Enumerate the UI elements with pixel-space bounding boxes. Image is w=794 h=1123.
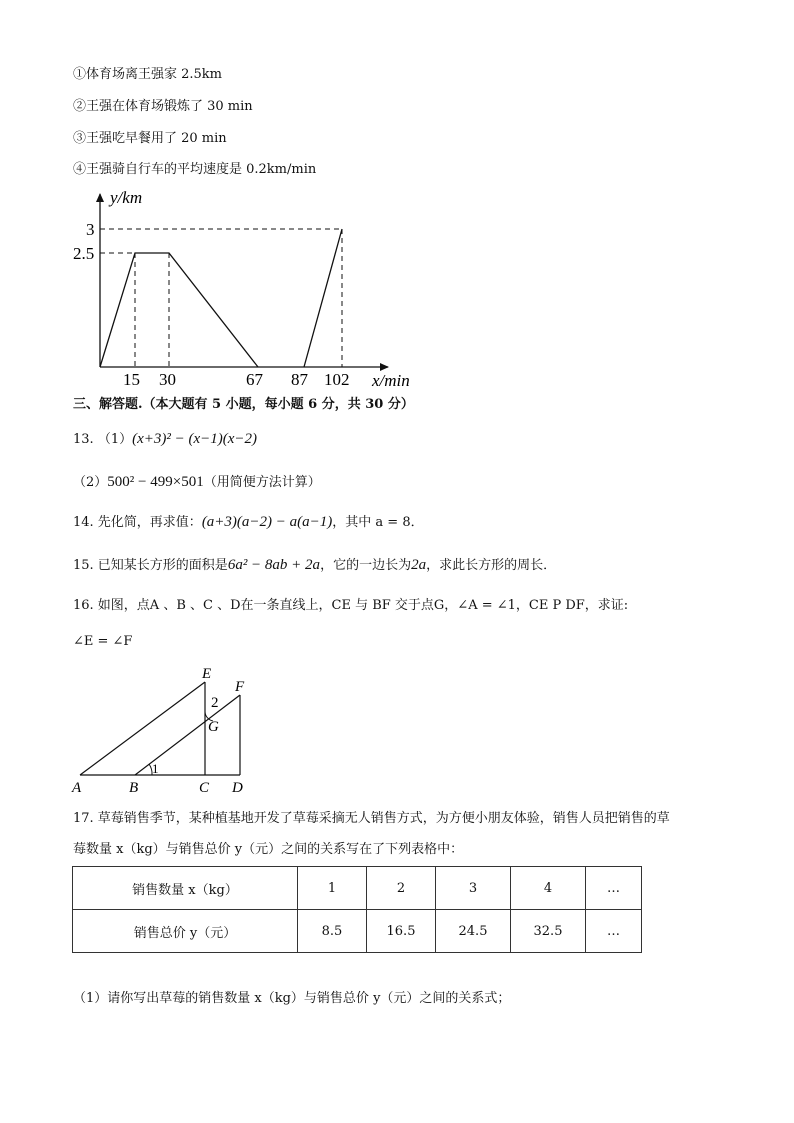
distance-time-graph bbox=[60, 182, 430, 394]
x-tick-30: 30 bbox=[159, 370, 176, 389]
graph-line-return bbox=[304, 229, 342, 367]
row1-header: 销售数量 x（kg） bbox=[73, 867, 298, 910]
statement-3: ③王强吃早餐用了 20 min bbox=[73, 131, 227, 146]
sales-table bbox=[72, 866, 642, 953]
table-cell: 24.5 bbox=[436, 910, 511, 953]
y-axis-label: y/km bbox=[110, 188, 143, 207]
x-tick-87: 87 bbox=[291, 370, 308, 389]
label-c: C bbox=[199, 780, 210, 796]
q13-part1-label: （1） bbox=[97, 432, 133, 447]
label-angle-1: 1 bbox=[152, 761, 159, 776]
q14-prefix: 14. 先化简，再求值： bbox=[73, 515, 202, 530]
label-e: E bbox=[202, 666, 212, 682]
q13-part2 bbox=[73, 473, 321, 492]
q17-line1: 17. 草莓销售季节，某种植基地开发了草莓采摘无人销售方式，为方便小朋友体验，销售人员把销售的草 bbox=[73, 811, 670, 826]
table-cell: 3 bbox=[436, 867, 511, 910]
statement-1: ①体育场离王强家 2.5km bbox=[73, 67, 223, 82]
label-g: G bbox=[208, 719, 219, 735]
section-title: 三、解答题.（本大题有 5 小题，每小题 6 分，共 30 分） bbox=[73, 397, 414, 412]
q17-line2: 莓数量 x（kg）与销售总价 y（元）之间的关系写在了下列表格中： bbox=[73, 842, 464, 857]
label-f: F bbox=[235, 679, 245, 695]
q16-line2: ∠E = ∠F bbox=[73, 634, 133, 649]
q13-part1-expr: (x+3)² − (x−1)(x−2) bbox=[132, 431, 258, 447]
label-angle-2: 2 bbox=[211, 695, 219, 711]
q15 bbox=[73, 556, 556, 575]
label-b: B bbox=[129, 780, 139, 796]
label-d: D bbox=[232, 780, 243, 796]
table-cell: … bbox=[586, 910, 642, 953]
q14-suffix: ，其中 a = 8． bbox=[332, 515, 424, 530]
y-tick-3: 3 bbox=[86, 220, 95, 239]
table-cell: … bbox=[586, 867, 642, 910]
table-cell: 8.5 bbox=[298, 910, 367, 953]
x-tick-102: 102 bbox=[324, 370, 350, 389]
q13-part1 bbox=[73, 430, 257, 449]
table-cell: 32.5 bbox=[511, 910, 586, 953]
table-cell: 16.5 bbox=[367, 910, 436, 953]
table-cell: 4 bbox=[511, 867, 586, 910]
x-tick-67: 67 bbox=[246, 370, 263, 389]
q15-side-expr: 2a bbox=[411, 557, 427, 573]
table-cell: 2 bbox=[367, 867, 436, 910]
q13-part2-note: （用简便方法计算） bbox=[203, 475, 321, 490]
q16-line1: 16. 如图，点A 、B 、C 、D在一条直线上，CE 与 BF 交于点G，∠A = ∠1，CE P DF，求证: bbox=[73, 598, 629, 613]
q15-prefix: 15. 已知某长方形的面积是 bbox=[73, 558, 228, 573]
q13-part2-label: （2） bbox=[73, 475, 108, 490]
q17-part1: （1）请你写出草莓的销售数量 x（kg）与销售总价 y（元）之间的关系式； bbox=[73, 991, 511, 1006]
q13-part2-expr: 500² − 499×501 bbox=[107, 474, 204, 490]
geometry-figure bbox=[60, 660, 280, 800]
table-cell: 1 bbox=[298, 867, 367, 910]
label-a: A bbox=[72, 780, 82, 796]
x-axis-label: x/min bbox=[372, 371, 410, 390]
statement-4: ④王强骑自行车的平均速度是 0.2km/min bbox=[73, 162, 317, 177]
q15-mid: ，它的一边长为 bbox=[320, 558, 412, 573]
q14-expr: (a+3)(a−2) − a(a−1) bbox=[201, 514, 333, 530]
y-tick-2.5: 2.5 bbox=[73, 244, 95, 263]
graph-line bbox=[100, 253, 258, 367]
table-row bbox=[73, 867, 642, 910]
q14 bbox=[73, 513, 424, 532]
segment-bf bbox=[135, 695, 240, 775]
statement-2: ②王强在体育场锻炼了 30 min bbox=[73, 99, 253, 114]
row2-header: 销售总价 y（元） bbox=[73, 910, 298, 953]
q15-suffix: ，求此长方形的周长． bbox=[426, 558, 557, 573]
q15-area-expr: 6a² − 8ab + 2a bbox=[227, 557, 321, 573]
q13-number: 13. bbox=[73, 432, 94, 447]
x-tick-15: 15 bbox=[123, 370, 140, 389]
table-row bbox=[73, 910, 642, 953]
segment-ae bbox=[80, 682, 205, 775]
